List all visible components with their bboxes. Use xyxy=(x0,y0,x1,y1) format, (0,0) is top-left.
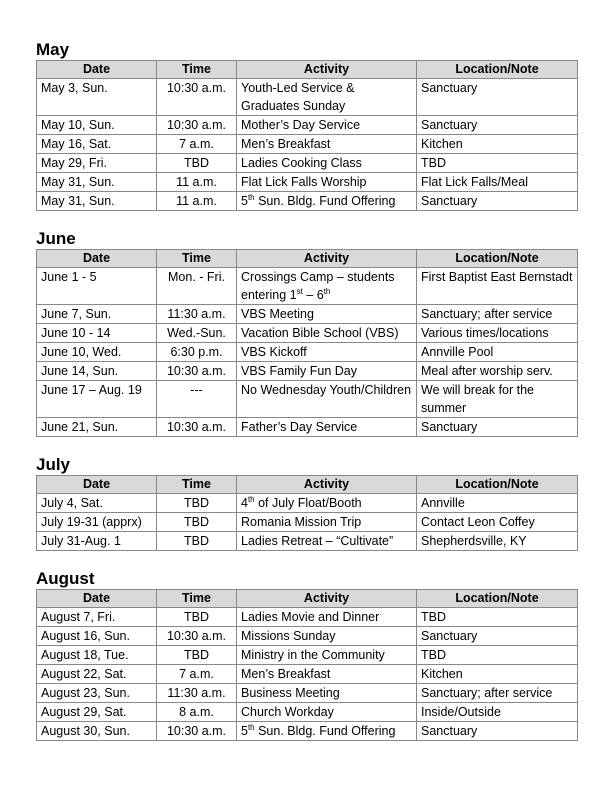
cell-location: Kitchen xyxy=(417,665,578,684)
cell-time: 7 a.m. xyxy=(157,665,237,684)
table-header-row xyxy=(37,61,578,79)
cell-time: 7 a.m. xyxy=(157,135,237,154)
cell-activity xyxy=(237,173,417,192)
activity-text: Men’s Breakfast xyxy=(241,137,331,151)
cell-activity xyxy=(237,627,417,646)
cell-location: Inside/Outside xyxy=(417,703,578,722)
activity-text: Father’s Day Service xyxy=(241,420,358,434)
header-activity: Activity xyxy=(237,250,417,268)
activity-text: Ladies Movie and Dinner xyxy=(241,610,380,624)
table-row xyxy=(37,722,578,741)
header-time: Time xyxy=(157,61,237,79)
cell-time: --- xyxy=(157,381,237,418)
table-row xyxy=(37,135,578,154)
cell-date: May 31, Sun. xyxy=(37,173,157,192)
activity-text: Business Meeting xyxy=(241,686,340,700)
table-row xyxy=(37,418,578,437)
schedule-table xyxy=(36,589,578,741)
header-time: Time xyxy=(157,476,237,494)
header-activity: Activity xyxy=(237,590,417,608)
schedule-table xyxy=(36,475,578,551)
table-row xyxy=(37,305,578,324)
month-section-may xyxy=(36,40,577,211)
cell-time: TBD xyxy=(157,608,237,627)
activity-text: VBS Family Fun Day xyxy=(241,364,358,378)
cell-activity xyxy=(237,608,417,627)
activity-ordinal: 4 xyxy=(241,496,248,510)
cell-location: Annville Pool xyxy=(417,343,578,362)
table-row xyxy=(37,703,578,722)
cell-location: We will break for the summer xyxy=(417,381,578,418)
cell-time: 10:30 a.m. xyxy=(157,418,237,437)
cell-date: July 31-Aug. 1 xyxy=(37,532,157,551)
cell-location: First Baptist East Bernstadt xyxy=(417,268,578,305)
activity-ordinal-suffix: th xyxy=(323,286,331,296)
cell-date: May 29, Fri. xyxy=(37,154,157,173)
cell-time: 11 a.m. xyxy=(157,192,237,211)
cell-location: Meal after worship serv. xyxy=(417,362,578,381)
cell-location: Contact Leon Coffey xyxy=(417,513,578,532)
activity-text: Mother’s Day Service xyxy=(241,118,361,132)
table-header-row xyxy=(37,250,578,268)
cell-location: TBD xyxy=(417,608,578,627)
activity-ordinal-suffix: st xyxy=(296,286,303,296)
activity-text: Flat Lick Falls Worship xyxy=(241,175,367,189)
table-row xyxy=(37,79,578,116)
header-date: Date xyxy=(37,250,157,268)
cell-activity xyxy=(237,343,417,362)
cell-location: Sanctuary xyxy=(417,418,578,437)
cell-activity xyxy=(237,418,417,437)
schedule-table xyxy=(36,249,578,437)
cell-date: May 31, Sun. xyxy=(37,192,157,211)
activity-text: Ladies Retreat – “Cultivate” xyxy=(241,534,394,548)
cell-date: July 4, Sat. xyxy=(37,494,157,513)
cell-activity xyxy=(237,722,417,741)
cell-location: Kitchen xyxy=(417,135,578,154)
activity-text: Church Workday xyxy=(241,705,334,719)
cell-time: TBD xyxy=(157,646,237,665)
cell-location: Sanctuary xyxy=(417,79,578,116)
schedule-table xyxy=(36,60,578,211)
header-location: Location/Note xyxy=(417,61,578,79)
table-row xyxy=(37,362,578,381)
cell-date: May 16, Sat. xyxy=(37,135,157,154)
activity-ordinal-suffix: th xyxy=(247,494,255,504)
cell-time: 11:30 a.m. xyxy=(157,305,237,324)
cell-date: May 3, Sun. xyxy=(37,79,157,116)
cell-activity xyxy=(237,362,417,381)
activity-text: Sun. Bldg. Fund Offering xyxy=(254,194,396,208)
header-activity: Activity xyxy=(237,61,417,79)
cell-time: TBD xyxy=(157,494,237,513)
table-row xyxy=(37,154,578,173)
month-title: June xyxy=(36,229,76,248)
cell-time: Wed.-Sun. xyxy=(157,324,237,343)
table-header-row xyxy=(37,476,578,494)
cell-activity xyxy=(237,703,417,722)
cell-time: 10:30 a.m. xyxy=(157,362,237,381)
month-title: May xyxy=(36,40,70,59)
table-row xyxy=(37,646,578,665)
cell-location: Annville xyxy=(417,494,578,513)
table-row xyxy=(37,494,578,513)
cell-date: May 10, Sun. xyxy=(37,116,157,135)
cell-activity xyxy=(237,305,417,324)
activity-ordinal: 5 xyxy=(241,724,248,738)
cell-time: TBD xyxy=(157,154,237,173)
activity-text: Sun. Bldg. Fund Offering xyxy=(254,724,396,738)
cell-time: 11:30 a.m. xyxy=(157,684,237,703)
header-location: Location/Note xyxy=(417,590,578,608)
cell-location: Sanctuary xyxy=(417,116,578,135)
cell-time: 8 a.m. xyxy=(157,703,237,722)
month-section-august xyxy=(36,569,577,741)
cell-date: August 22, Sat. xyxy=(37,665,157,684)
cell-activity xyxy=(237,684,417,703)
cell-time: 11 a.m. xyxy=(157,173,237,192)
cell-time: 10:30 a.m. xyxy=(157,116,237,135)
cell-time: 10:30 a.m. xyxy=(157,79,237,116)
header-location: Location/Note xyxy=(417,250,578,268)
header-date: Date xyxy=(37,61,157,79)
cell-date: June 21, Sun. xyxy=(37,418,157,437)
cell-activity xyxy=(237,646,417,665)
cell-activity xyxy=(237,665,417,684)
cell-activity xyxy=(237,116,417,135)
activity-text: No Wednesday Youth/Children xyxy=(241,383,412,397)
cell-activity xyxy=(237,268,417,305)
cell-date: June 7, Sun. xyxy=(37,305,157,324)
activity-text: Crossings Camp – students entering 1 xyxy=(241,270,395,302)
activity-text: Ladies Cooking Class xyxy=(241,156,362,170)
activity-text: Ministry in the Community xyxy=(241,648,385,662)
cell-date: June 1 - 5 xyxy=(37,268,157,305)
cell-location: TBD xyxy=(417,154,578,173)
activity-ordinal-suffix: th xyxy=(247,722,255,732)
header-time: Time xyxy=(157,590,237,608)
table-row xyxy=(37,381,578,418)
header-date: Date xyxy=(37,476,157,494)
cell-location: Sanctuary; after service xyxy=(417,684,578,703)
table-row xyxy=(37,192,578,211)
table-row xyxy=(37,684,578,703)
cell-date: August 23, Sun. xyxy=(37,684,157,703)
activity-text: Men’s Breakfast xyxy=(241,667,331,681)
table-row xyxy=(37,173,578,192)
table-header-row xyxy=(37,590,578,608)
cell-date: August 29, Sat. xyxy=(37,703,157,722)
schedule-page xyxy=(36,40,577,759)
cell-location: Various times/locations xyxy=(417,324,578,343)
activity-text: Romania Mission Trip xyxy=(241,515,362,529)
cell-location: TBD xyxy=(417,646,578,665)
cell-date: June 10, Wed. xyxy=(37,343,157,362)
table-row xyxy=(37,116,578,135)
cell-date: June 14, Sun. xyxy=(37,362,157,381)
header-date: Date xyxy=(37,590,157,608)
table-row xyxy=(37,627,578,646)
cell-location: Sanctuary xyxy=(417,627,578,646)
month-section-june xyxy=(36,229,577,437)
cell-activity xyxy=(237,532,417,551)
cell-date: August 18, Tue. xyxy=(37,646,157,665)
activity-text: Missions Sunday xyxy=(241,629,336,643)
table-row xyxy=(37,324,578,343)
cell-time: Mon. - Fri. xyxy=(157,268,237,305)
cell-location: Shepherdsville, KY xyxy=(417,532,578,551)
cell-activity xyxy=(237,324,417,343)
cell-activity xyxy=(237,154,417,173)
header-time: Time xyxy=(157,250,237,268)
cell-date: June 17 – Aug. 19 xyxy=(37,381,157,418)
cell-activity xyxy=(237,135,417,154)
table-row xyxy=(37,343,578,362)
cell-time: 10:30 a.m. xyxy=(157,627,237,646)
cell-time: 6:30 p.m. xyxy=(157,343,237,362)
activity-text: VBS Meeting xyxy=(241,307,314,321)
activity-ordinal: 5 xyxy=(241,194,248,208)
cell-activity xyxy=(237,381,417,418)
table-row xyxy=(37,608,578,627)
table-row xyxy=(37,665,578,684)
cell-date: August 7, Fri. xyxy=(37,608,157,627)
month-section-july xyxy=(36,455,577,551)
activity-text: Vacation Bible School (VBS) xyxy=(241,326,399,340)
header-location: Location/Note xyxy=(417,476,578,494)
cell-activity xyxy=(237,79,417,116)
month-title: August xyxy=(36,569,95,588)
activity-text-continued: – 6 xyxy=(302,288,324,302)
cell-location: Flat Lick Falls/Meal xyxy=(417,173,578,192)
cell-time: 10:30 a.m. xyxy=(157,722,237,741)
table-row xyxy=(37,268,578,305)
cell-activity xyxy=(237,513,417,532)
cell-date: June 10 - 14 xyxy=(37,324,157,343)
activity-ordinal-suffix: th xyxy=(247,192,255,202)
cell-activity xyxy=(237,192,417,211)
table-row xyxy=(37,513,578,532)
table-row xyxy=(37,532,578,551)
activity-text: VBS Kickoff xyxy=(241,345,307,359)
cell-date: August 30, Sun. xyxy=(37,722,157,741)
cell-location: Sanctuary; after service xyxy=(417,305,578,324)
activity-text: of July Float/Booth xyxy=(254,496,362,510)
header-activity: Activity xyxy=(237,476,417,494)
cell-location: Sanctuary xyxy=(417,722,578,741)
month-title: July xyxy=(36,455,71,474)
activity-text: Youth-Led Service & Graduates Sunday xyxy=(241,81,355,113)
cell-time: TBD xyxy=(157,532,237,551)
cell-location: Sanctuary xyxy=(417,192,578,211)
cell-activity xyxy=(237,494,417,513)
cell-date: July 19-31 (apprx) xyxy=(37,513,157,532)
cell-date: August 16, Sun. xyxy=(37,627,157,646)
cell-time: TBD xyxy=(157,513,237,532)
